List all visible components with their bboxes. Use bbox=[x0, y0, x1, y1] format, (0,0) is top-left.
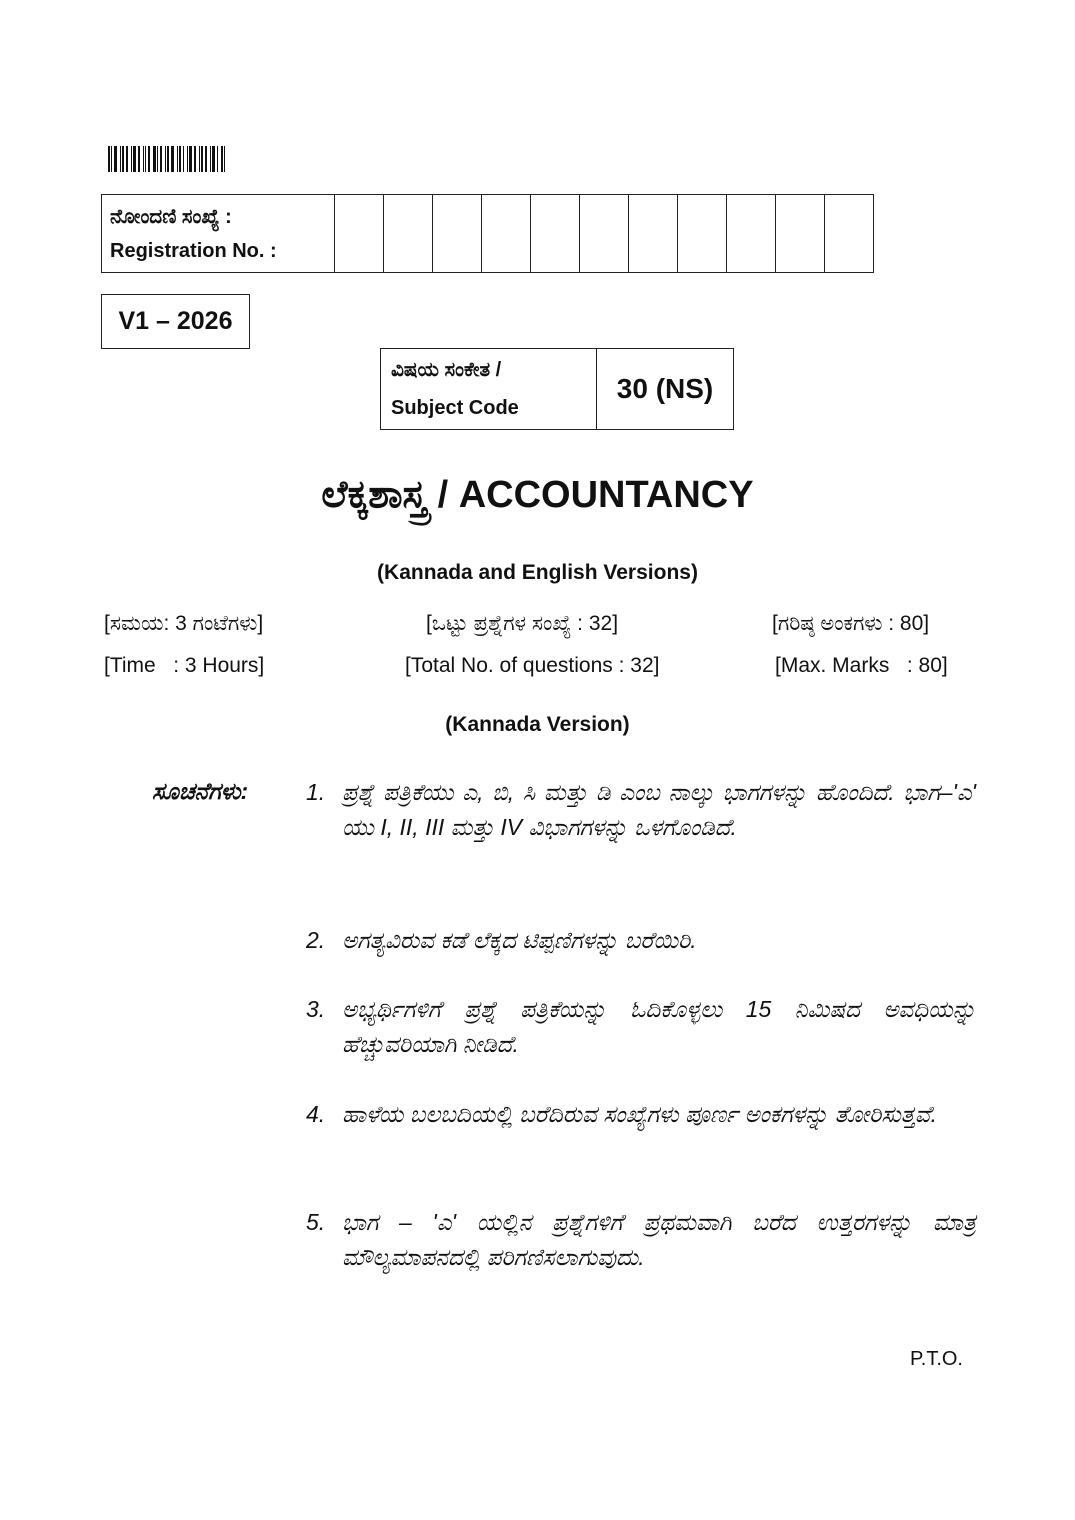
barcode-bar bbox=[157, 146, 158, 172]
barcode-bar bbox=[217, 146, 218, 172]
instruction-number: 3. bbox=[306, 996, 326, 1022]
instruction-number: 5. bbox=[306, 1209, 326, 1235]
barcode-bar bbox=[205, 146, 207, 172]
registration-label-en: Registration No. : bbox=[110, 239, 277, 262]
total-questions-en: [Total No. of questions : 32] bbox=[405, 654, 660, 677]
barcode-bar bbox=[210, 146, 211, 172]
version-code-box: V1 – 2026 bbox=[101, 294, 250, 349]
barcode-bar bbox=[179, 146, 181, 172]
registration-digit-box[interactable] bbox=[825, 195, 874, 273]
instruction-number: 4. bbox=[306, 1101, 326, 1127]
barcode-bar bbox=[194, 146, 196, 172]
barcode-bar bbox=[148, 146, 150, 172]
instruction-number: 2. bbox=[306, 927, 326, 953]
barcode-bar bbox=[133, 146, 136, 172]
barcode-bar bbox=[143, 146, 144, 172]
subject-code-label-kn: ವಿಷಯ ಸಂಕೇತ / bbox=[391, 359, 502, 381]
barcode-bar bbox=[120, 146, 121, 172]
instruction-item bbox=[306, 775, 976, 845]
total-questions-kn: [ಒಟ್ಟು ಪ್ರಶ್ನೆಗಳ ಸಂಖ್ಯೆ : 32] bbox=[426, 612, 619, 635]
instruction-item bbox=[306, 992, 976, 1062]
exam-subtitle: (Kannada and English Versions) bbox=[377, 561, 698, 584]
instruction-item bbox=[306, 923, 976, 958]
barcode-bar bbox=[212, 146, 215, 172]
barcode-bar bbox=[145, 146, 146, 172]
barcode-bar bbox=[138, 146, 140, 172]
registration-digit-box[interactable] bbox=[482, 195, 531, 273]
barcode-bar bbox=[114, 146, 117, 172]
barcode-bar bbox=[108, 146, 110, 172]
instruction-text: ಭಾಗ – 'ಎ' ಯಲ್ಲಿನ ಪ್ರಶ್ನೆಗಳಿಗೆ ಪ್ರಥಮವಾಗಿ ಬರೆದ ಉತ್ತರಗಳನ್ನು ಮಾತ್ರ ಮೌಲ್ಯಮಾಪನದಲ್ಲಿ ಪರಿಗಣಿಸಲಾಗುವುದು. bbox=[342, 1209, 976, 1270]
registration-digit-box[interactable] bbox=[776, 195, 825, 273]
instruction-text: ಪ್ರಶ್ನೆ ಪತ್ರಿಕೆಯು ಎ, ಬಿ, ಸಿ ಮತ್ತು ಡಿ ಎಂಬ ನಾಲ್ಕು ಭಾಗಗಳನ್ನು ಹೊಂದಿದೆ. ಭಾಗ–'ಎ' ಯು I, II, III ಮತ್ತು IV ವಿಭಾಗಗಳನ್ನು ಒಳಗೊಂಡಿದೆ. bbox=[342, 779, 976, 840]
instruction-text: ಹಾಳೆಯ ಬಲಬದಿಯಲ್ಲಿ ಬರೆದಿರುವ ಸಂಖ್ಯೆಗಳು ಪೂರ್ಣ ಅಂಕಗಳನ್ನು ತೋರಿಸುತ್ತವೆ. bbox=[342, 1101, 938, 1127]
barcode-bar bbox=[167, 146, 169, 172]
barcode-bar bbox=[171, 146, 174, 172]
registration-number-grid bbox=[101, 194, 874, 273]
subject-code-box bbox=[380, 348, 734, 430]
pto-label: P.T.O. bbox=[910, 1348, 963, 1370]
subject-code-label-en: Subject Code bbox=[391, 397, 519, 419]
subject-code-value: 30 (NS) bbox=[597, 349, 734, 430]
barcode-bar bbox=[199, 146, 200, 172]
barcode-bar bbox=[111, 146, 112, 172]
barcode-bar bbox=[177, 146, 178, 172]
max-marks-kn: [ಗರಿಷ್ಠ ಅಂಕಗಳು : 80] bbox=[772, 612, 930, 635]
kannada-version-label: (Kannada Version) bbox=[445, 713, 630, 736]
barcode-bar bbox=[189, 146, 192, 172]
registration-digit-box[interactable] bbox=[727, 195, 776, 273]
barcode-bar bbox=[221, 146, 223, 172]
barcode-bar bbox=[201, 146, 203, 172]
instruction-text: ಅಗತ್ಯವಿರುವ ಕಡೆ ಲೆಕ್ಕದ ಟಿಪ್ಪಣಿಗಳನ್ನು ಬರೆಯಿರಿ. bbox=[342, 927, 697, 953]
instruction-text: ಅಭ್ಯರ್ಥಿಗಳಿಗೆ ಪ್ರಶ್ನೆ ಪತ್ರಿಕೆಯನ್ನು ಓದಿಕೊಳ್ಳಲು 15 ನಿಮಿಷದ ಅವಧಿಯನ್ನು ಹೆಚ್ಚುವರಿಯಾಗಿ ನೀಡಿದೆ. bbox=[342, 996, 976, 1057]
time-kn: [ಸಮಯ: 3 ಗಂಟೆಗಳು] bbox=[104, 612, 264, 635]
instructions-heading: ಸೂಚನೆಗಳು: bbox=[152, 778, 249, 804]
registration-digit-box[interactable] bbox=[531, 195, 580, 273]
subject-code-label bbox=[381, 349, 597, 430]
registration-digit-box[interactable] bbox=[580, 195, 629, 273]
registration-label bbox=[102, 195, 335, 273]
barcode-bar bbox=[122, 146, 124, 172]
barcode-bar bbox=[187, 146, 188, 172]
barcode-bar bbox=[160, 146, 162, 172]
instruction-item bbox=[306, 1205, 976, 1275]
registration-digit-box[interactable] bbox=[629, 195, 678, 273]
exam-title: ಲೆಕ್ಕಶಾಸ್ತ್ರ / ACCOUNTANCY bbox=[321, 474, 754, 516]
barcode bbox=[108, 146, 248, 172]
barcode-bar bbox=[126, 146, 128, 172]
registration-digit-box[interactable] bbox=[384, 195, 433, 273]
instruction-item bbox=[306, 1097, 976, 1132]
registration-digit-box[interactable] bbox=[335, 195, 384, 273]
instruction-number: 1. bbox=[306, 779, 326, 805]
max-marks-en: [Max. Marks : 80] bbox=[775, 654, 948, 677]
barcode-bar bbox=[131, 146, 132, 172]
registration-label-kn: ನೋಂದಣಿ ಸಂಖ್ಯೆ : bbox=[110, 205, 232, 228]
time-en: [Time : 3 Hours] bbox=[104, 654, 265, 677]
barcode-bar bbox=[165, 146, 166, 172]
barcode-bar bbox=[153, 146, 156, 172]
barcode-bar bbox=[183, 146, 184, 172]
barcode-bar bbox=[224, 146, 225, 172]
registration-digit-box[interactable] bbox=[678, 195, 727, 273]
registration-digit-box[interactable] bbox=[433, 195, 482, 273]
